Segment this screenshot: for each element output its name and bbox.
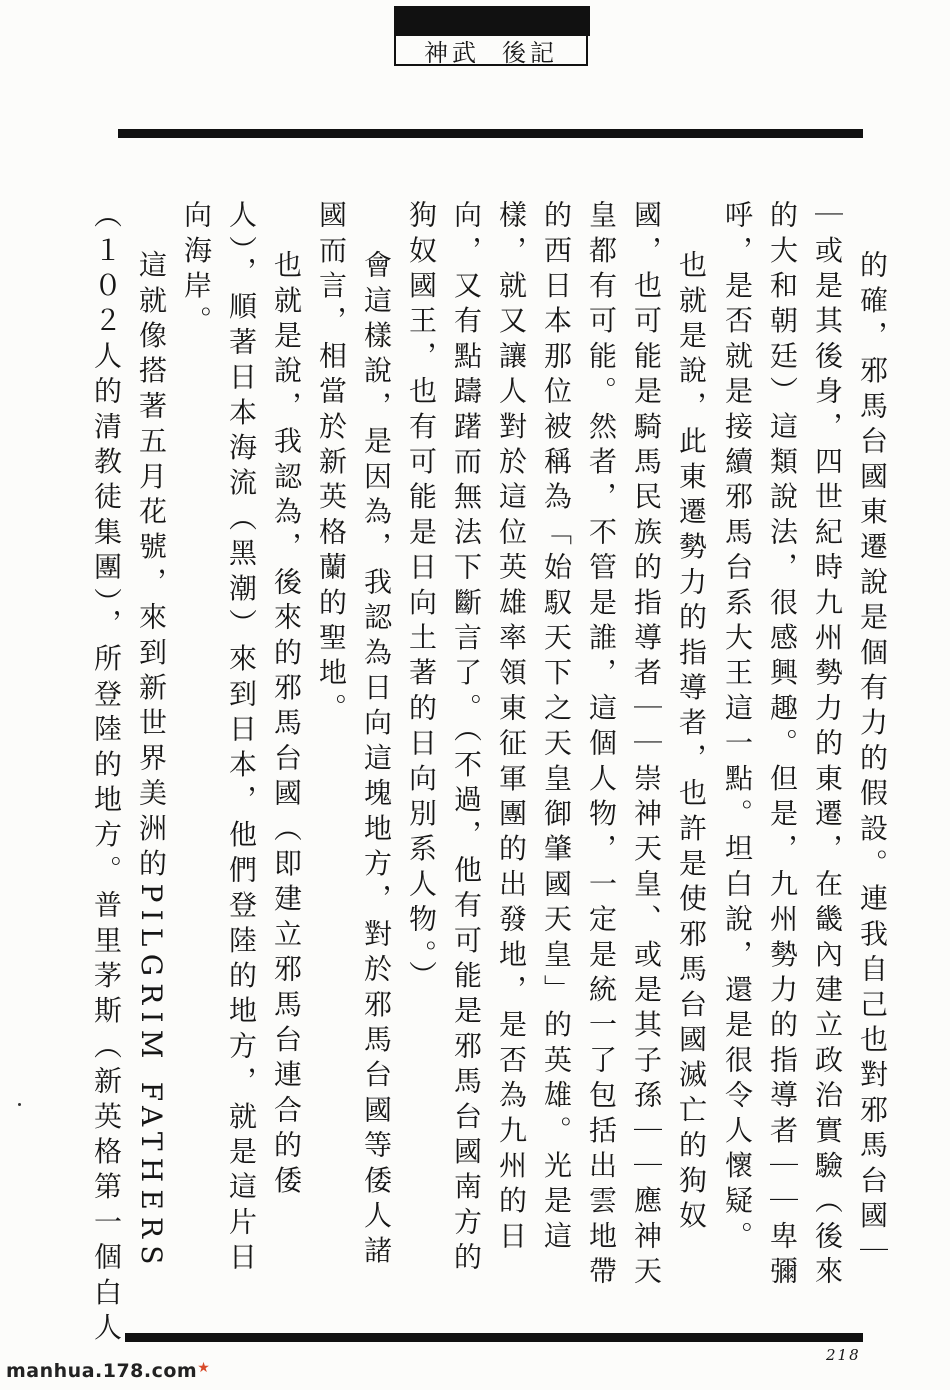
text-column-15: 人），順著日本海流（黑潮）來到日本，他們登陸的地方，就是這片日: [225, 200, 258, 1278]
text-column-9: 樣，就又讓人對於這位英雄率領東征軍團的出發地，是否為九州的日: [495, 200, 528, 1256]
text-column-8: 的西日本那位被稱為「始馭天下之天皇御肇國天皇」的英雄。光是這: [540, 200, 573, 1256]
text-column-12: 會這樣說，是因為，我認為日向這塊地方，對於邪馬台國等倭人諸: [360, 250, 393, 1271]
text-column-14: 也就是說，我認為，後來的邪馬台國（即建立邪馬台連合的倭: [270, 250, 303, 1201]
text-column-17: 這就像搭著五月花號，來到新世界美洲的PILGRIM FATHERS: [135, 250, 168, 1272]
text-column-2: ｜或是其後身，四世紀時九州勢力的東遷，在畿內建立政治實驗（後來: [811, 200, 844, 1292]
bottom-rule: [125, 1333, 863, 1342]
running-header: [394, 36, 588, 66]
header-black-tab: [394, 6, 590, 36]
top-rule: [118, 129, 863, 138]
text-column-4: 呼，是否就是接續邪馬台系大王這一點。坦白說，還是很令人懷疑。: [721, 200, 754, 1256]
text-column-6: 國，也可能是騎馬民族的指導者｜｜崇神天皇、或是其子孫｜｜應神天: [630, 200, 663, 1292]
star-icon: ★: [197, 1360, 211, 1376]
text-column-10: 向，又有點躊躇而無法下斷言了。（不過，他有可能是邪馬台國南方的: [450, 200, 483, 1278]
watermark-text: manhua.178.com: [6, 1360, 198, 1382]
header-book-title: 神武: [424, 38, 480, 67]
text-column-18: （１０２人的清教徒集團），所登陸的地方。普里茅斯（新英格第一個白人: [90, 200, 123, 1348]
text-column-5: 也就是說，此東遷勢力的指導者，也許是使邪馬台國滅亡的狗奴: [675, 250, 708, 1236]
text-column-13: 國而言，相當於新英格蘭的聖地。: [315, 200, 348, 728]
text-column-7: 皇都有可能。然者，不管是誰，這個人物，一定是統一了包括出雲地帶: [585, 200, 618, 1292]
text-column-3: 的大和朝廷）這類說法，很感興趣。但是，九州勢力的指導者｜｜卑彌: [766, 200, 799, 1292]
site-watermark: [6, 1360, 210, 1382]
text-column-11: 狗奴國王，也有可能是日向土著的日向別系人物。）: [405, 200, 438, 996]
text-column-16: 向海岸。: [180, 200, 213, 341]
page-number: 218: [826, 1346, 861, 1364]
text-column-1: 的確，邪馬台國東遷說是個有力的假設。連我自己也對邪馬台國｜: [856, 250, 889, 1271]
header-section-title: 後記: [502, 38, 558, 67]
scan-speck: [18, 1103, 21, 1106]
